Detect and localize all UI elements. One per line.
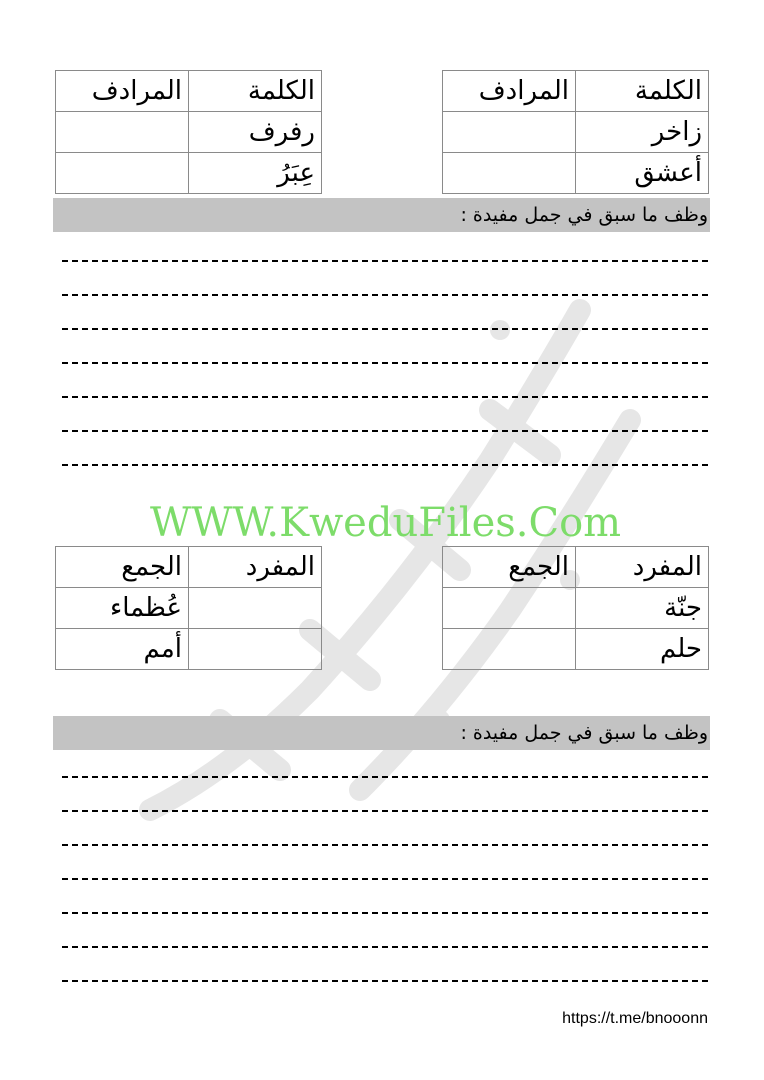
table-row [56,629,322,670]
table-row [443,588,709,629]
plural-cell[interactable] [443,629,576,670]
footer-link[interactable]: https://t.me/bnooonn [562,1010,708,1027]
writing-lines[interactable] [62,228,708,466]
writing-line[interactable] [62,398,708,432]
header-plural: الجمع [443,547,576,588]
table-header-row [56,71,322,112]
header-synonym: المرادف [443,71,576,112]
writing-line[interactable] [62,228,708,262]
writing-line[interactable] [62,744,708,778]
writing-line[interactable] [62,296,708,330]
table-header-row [443,547,709,588]
header-word: الكلمة [189,71,322,112]
instruction-band: وظف ما سبق في جمل مفيدة : [53,198,710,232]
instruction-band: وظف ما سبق في جمل مفيدة : [53,716,710,750]
writing-line[interactable] [62,262,708,296]
table-row [56,153,322,194]
writing-line[interactable] [62,432,708,466]
singular-cell[interactable] [189,629,322,670]
writing-line[interactable] [62,846,708,880]
word-cell: رفرف [189,112,322,153]
singular-cell: حلم [576,629,709,670]
table-row [443,153,709,194]
writing-line[interactable] [62,914,708,948]
writing-line[interactable] [62,880,708,914]
word-base: عِبَر [277,158,315,188]
writing-line[interactable] [62,812,708,846]
plural-table-right [442,546,709,670]
writing-line[interactable] [62,330,708,364]
header-word: الكلمة [576,71,709,112]
plural-cell: أمم [56,629,189,670]
synonym-cell[interactable] [56,112,189,153]
vocabulary-table-left [55,70,322,194]
word-cell [189,153,322,194]
table-row [443,112,709,153]
header-singular: المفرد [189,547,322,588]
singular-cell[interactable] [189,588,322,629]
table-header-row [443,71,709,112]
word-cell: زاخر [576,112,709,153]
plural-table-left [55,546,322,670]
table-row [56,588,322,629]
synonym-cell[interactable] [56,153,189,194]
singular-cell: جنّة [576,588,709,629]
writing-line[interactable] [62,948,708,982]
header-plural: الجمع [56,547,189,588]
synonym-cell[interactable] [443,112,576,153]
table-row [443,629,709,670]
table-header-row [56,547,322,588]
table-row [56,112,322,153]
header-singular: المفرد [576,547,709,588]
header-synonym: المرادف [56,71,189,112]
writing-line[interactable] [62,778,708,812]
writing-lines[interactable] [62,744,708,982]
vocabulary-table-right [442,70,709,194]
plural-cell[interactable] [443,588,576,629]
synonym-cell[interactable] [443,153,576,194]
site-watermark: WWW.KweduFiles.Com [150,500,622,546]
word-cell: أعشق [576,153,709,194]
writing-line[interactable] [62,364,708,398]
plural-cell: عُظماء [56,588,189,629]
